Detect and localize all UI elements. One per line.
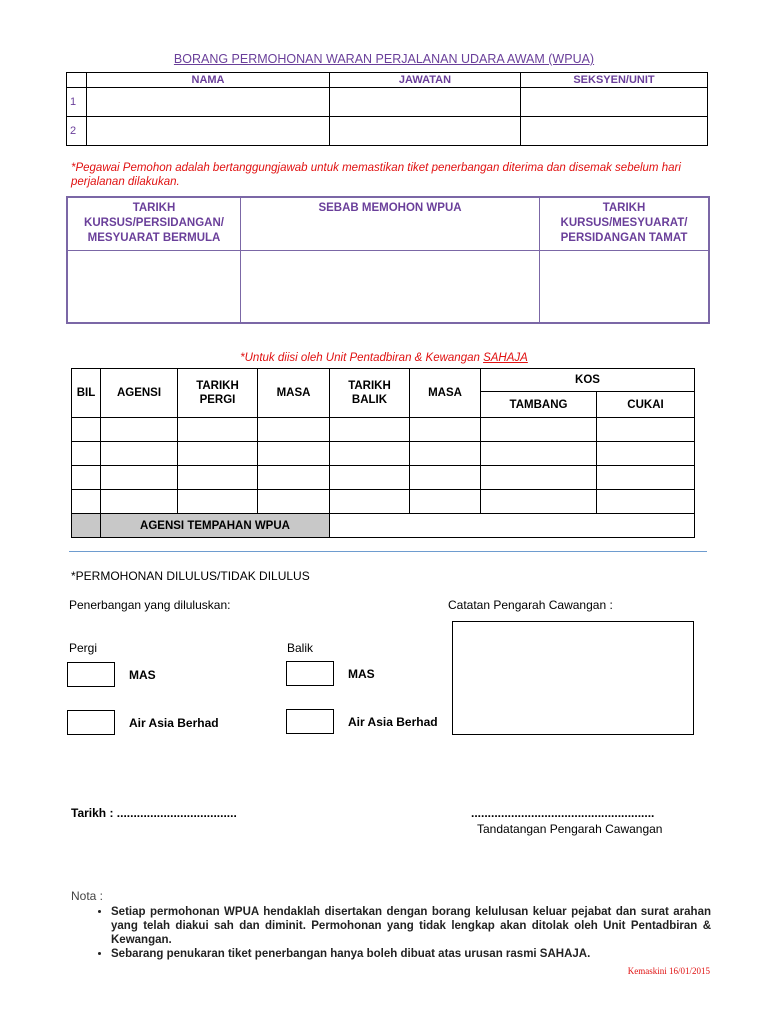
section-divider	[69, 551, 707, 552]
signature-line: .......................................................	[471, 806, 655, 820]
admin-note-emphasis: SAHAJA	[483, 352, 528, 364]
cell[interactable]	[330, 442, 410, 466]
table-row	[72, 442, 695, 466]
form-title: BORANG PERMOHONAN WARAN PERJALANAN UDARA AWAM (WPUA)	[173, 52, 595, 66]
depart-mas-label: MAS	[129, 668, 156, 682]
seksyen-field[interactable]	[521, 88, 708, 117]
depart-mas-checkbox[interactable]	[67, 662, 115, 687]
grey-cell	[72, 514, 101, 538]
header-bil: BIL	[72, 369, 101, 418]
cell[interactable]	[258, 490, 330, 514]
agency-booking-field[interactable]	[330, 514, 695, 538]
return-label: Balik	[287, 641, 314, 655]
jawatan-field[interactable]	[330, 117, 521, 146]
table-row	[67, 117, 708, 146]
cell[interactable]	[410, 418, 481, 442]
cell[interactable]	[481, 466, 597, 490]
reason-table	[66, 196, 710, 324]
table-row	[67, 88, 708, 117]
reason-header: SEBAB MEMOHON WPUA	[241, 197, 540, 251]
reason-field[interactable]	[241, 251, 540, 324]
cell[interactable]	[597, 442, 695, 466]
jawatan-field[interactable]	[330, 88, 521, 117]
cell[interactable]	[330, 490, 410, 514]
table-row	[72, 466, 695, 490]
cell[interactable]	[410, 466, 481, 490]
cell[interactable]	[178, 418, 258, 442]
cell[interactable]	[258, 466, 330, 490]
cell[interactable]	[101, 442, 178, 466]
date-line: Tarikh : ....................................	[71, 806, 237, 820]
header-seksyen: SEKSYEN/UNIT	[521, 73, 708, 88]
cell[interactable]	[481, 490, 597, 514]
cell[interactable]	[101, 466, 178, 490]
cell[interactable]	[597, 490, 695, 514]
cell[interactable]	[410, 442, 481, 466]
approval-title: *PERMOHONAN DILULUS/TIDAK DILULUS	[71, 569, 310, 583]
header-tambang: TAMBANG	[481, 392, 597, 418]
start-date-field[interactable]	[67, 251, 241, 324]
cell[interactable]	[72, 442, 101, 466]
row-number: 2	[67, 117, 87, 146]
cell[interactable]	[101, 490, 178, 514]
responsibility-note: *Pegawai Pemohon adalah bertanggungjawab untuk memastikan tiket penerbangan diterima dan disemak sebelum hari perjalanan dilakukan.	[71, 162, 681, 188]
agency-booking-label: AGENSI TEMPAHAN WPUA	[101, 514, 330, 538]
depart-airasia-label: Air Asia Berhad	[129, 716, 219, 730]
cell[interactable]	[101, 418, 178, 442]
cell[interactable]	[330, 466, 410, 490]
agency-booking-row	[72, 514, 695, 538]
admin-note-text: *Untuk diisi oleh Unit Pentadbiran & Kewangan	[240, 352, 484, 364]
end-date-header: TARIKH KURSUS/MESYUARAT/ PERSIDANGAN TAMAT	[540, 197, 710, 251]
header-agensi: AGENSI	[101, 369, 178, 418]
admin-table	[71, 368, 695, 538]
cell[interactable]	[481, 418, 597, 442]
list-item: • Sebarang penukaran tiket penerbangan hanya boleh dibuat atas urusan rasmi SAHAJA.	[111, 947, 711, 961]
applicants-table	[66, 72, 708, 146]
cell[interactable]	[178, 466, 258, 490]
header-masa-balik: MASA	[410, 369, 481, 418]
cell[interactable]	[597, 466, 695, 490]
return-airasia-label: Air Asia Berhad	[348, 715, 438, 729]
table-row	[72, 490, 695, 514]
row-number: 1	[67, 88, 87, 117]
header-jawatan: JAWATAN	[330, 73, 521, 88]
cell[interactable]	[258, 418, 330, 442]
end-date-field[interactable]	[540, 251, 710, 324]
start-date-header: TARIKH KURSUS/PERSIDANGAN/ MESYUARAT BERMULA	[67, 197, 241, 251]
seksyen-field[interactable]	[521, 117, 708, 146]
row-number-header	[67, 73, 87, 88]
nama-field[interactable]	[87, 88, 330, 117]
header-masa-pergi: MASA	[258, 369, 330, 418]
signature-label: Tandatangan Pengarah Cawangan	[477, 822, 663, 836]
cell[interactable]	[72, 490, 101, 514]
cell[interactable]	[330, 418, 410, 442]
cell[interactable]	[178, 490, 258, 514]
nama-field[interactable]	[87, 117, 330, 146]
header-cukai: CUKAI	[597, 392, 695, 418]
return-mas-label: MAS	[348, 667, 375, 681]
comment-box[interactable]	[452, 621, 694, 735]
return-airasia-checkbox[interactable]	[286, 709, 334, 734]
admin-only-note	[0, 352, 768, 364]
cell[interactable]	[410, 490, 481, 514]
cell[interactable]	[597, 418, 695, 442]
cell[interactable]	[72, 418, 101, 442]
cell[interactable]	[481, 442, 597, 466]
depart-label: Pergi	[69, 641, 98, 655]
table-row	[72, 418, 695, 442]
header-tarikh-balik: TARIKH BALIK	[330, 369, 410, 418]
header-kos: KOS	[481, 369, 695, 392]
notes-list	[71, 905, 711, 961]
comment-label: Catatan Pengarah Cawangan :	[448, 598, 613, 612]
header-nama: NAMA	[87, 73, 330, 88]
depart-airasia-checkbox[interactable]	[67, 710, 115, 735]
cell[interactable]	[258, 442, 330, 466]
cell[interactable]	[72, 466, 101, 490]
list-item: • Setiap permohonan WPUA hendaklah disertakan dengan borang kelulusan keluar pejabat dan surat arahan yang telah diakui sah dan diminit. Permohonan yang tidak lengkap akan ditolak oleh Unit Pentadbiran & Kewangan.	[111, 905, 711, 947]
cell[interactable]	[178, 442, 258, 466]
header-tarikh-pergi: TARIKH PERGI	[178, 369, 258, 418]
revision-date: Kemaskini 16/01/2015	[627, 966, 710, 976]
return-mas-checkbox[interactable]	[286, 661, 334, 686]
approved-flights-label: Penerbangan yang diluluskan:	[69, 598, 231, 612]
notes-heading: Nota :	[71, 889, 104, 903]
